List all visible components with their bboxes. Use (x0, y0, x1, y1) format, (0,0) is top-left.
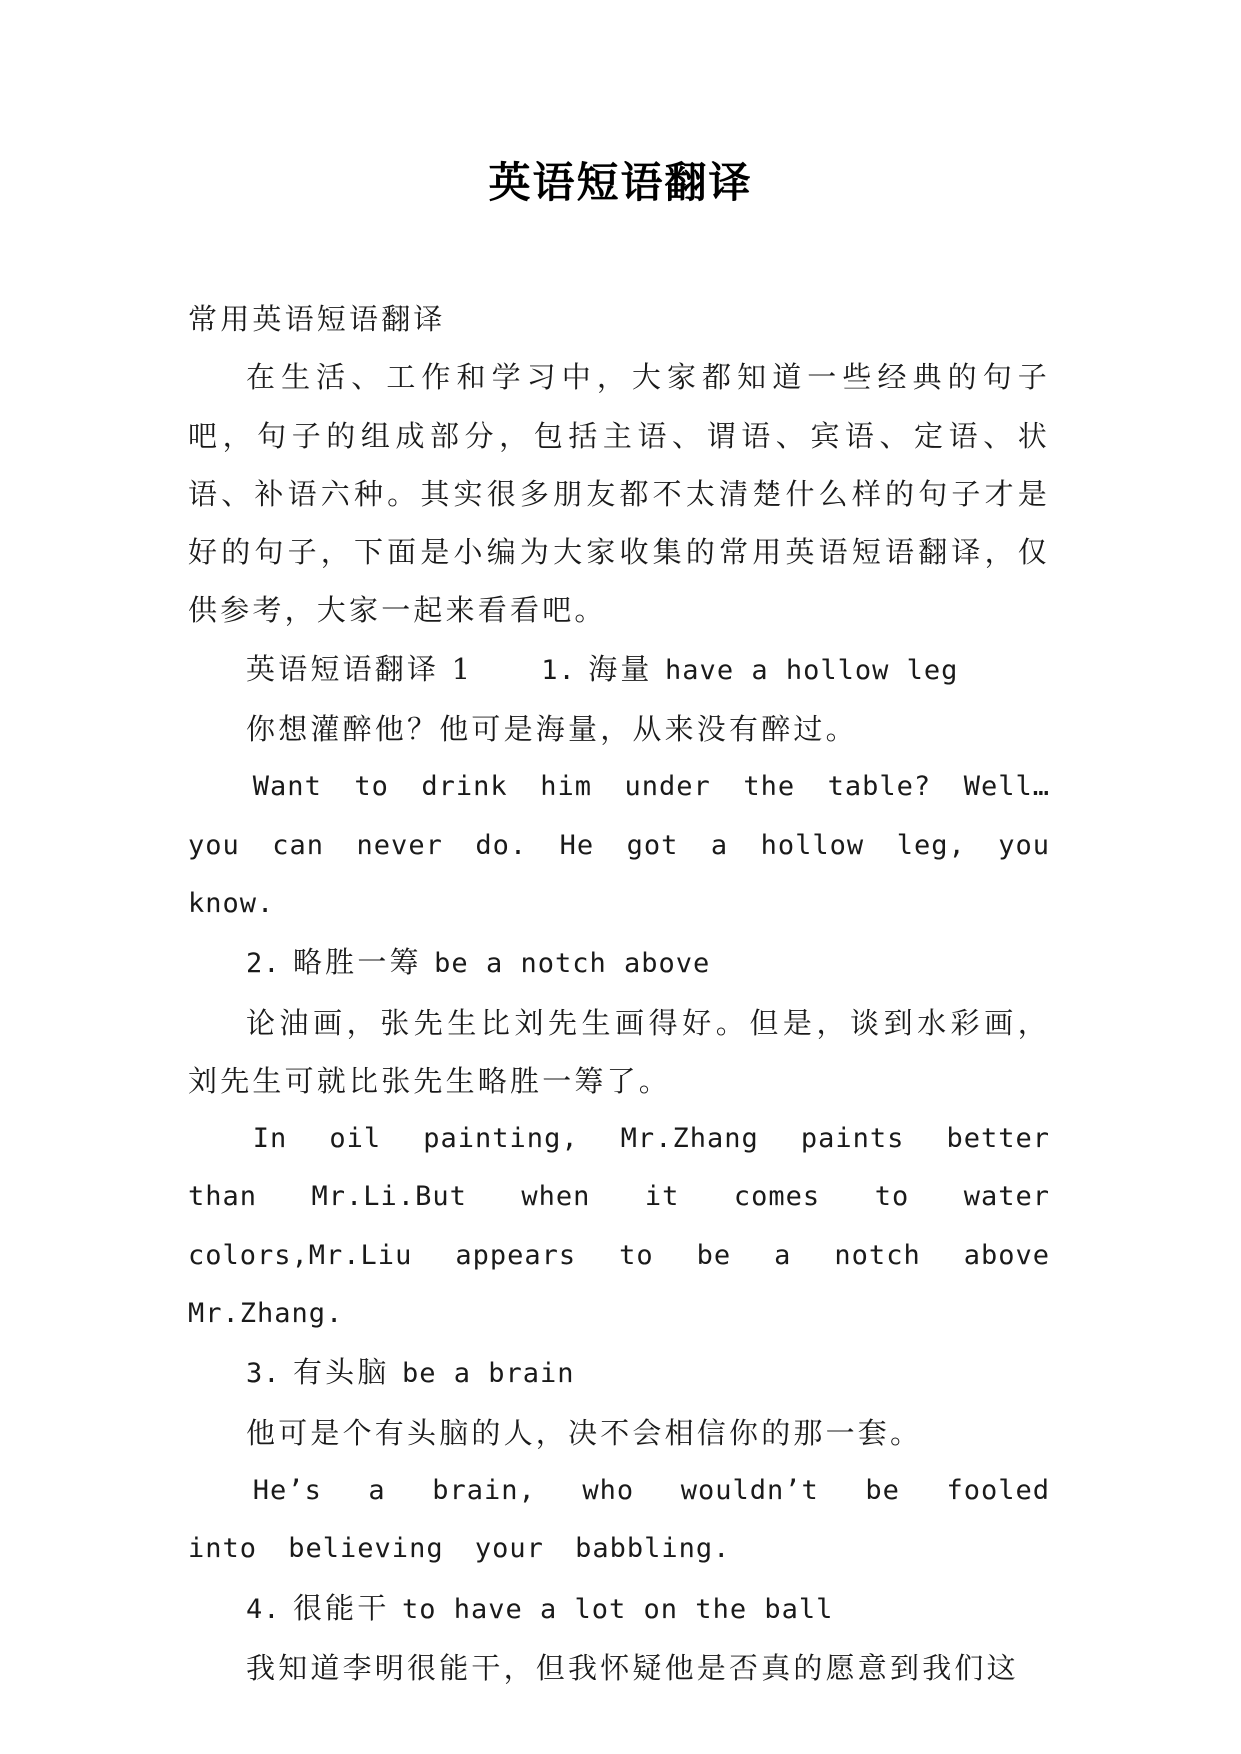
item-zh-phrase: 海量 (588, 651, 653, 686)
item-en-example: In oil painting, Mr.Zhang paints better than Mr.Li.But when it comes to water colors,Mr.Liu appears to be a notch above Mr.Zhang. (188, 1123, 1050, 1330)
item-zh-example: 我知道李明很能干，但我怀疑他是否真的愿意到我们这 (246, 1650, 1019, 1685)
item-zh-example: 他可是个有头脑的人，决不会相信你的那一套。 (246, 1415, 923, 1450)
item-en-phrase: have a hollow leg (665, 654, 959, 686)
item-number: 3. (246, 1358, 281, 1390)
item-number: 2. (246, 948, 281, 980)
item-en-example: Want to drink him under the table? Well…you can never do. He got a hollow leg, you know. (188, 771, 1050, 919)
item-number: 1. (541, 654, 576, 686)
intro-paragraph: 在生活、工作和学习中，大家都知道一些经典的句子吧，句子的组成部分，包括主语、谓语、宾语、定语、状语、补语六种。其实很多朋友都不太清楚什么样的句子才是好的句子，下面是小编为大家收集的常用英语短语翻译，仅供参考，大家一起来看看吧。 (188, 360, 1050, 628)
section-heading-line (188, 640, 1050, 700)
document-body (188, 290, 1050, 1697)
item-en-phrase: be a brain (401, 1358, 575, 1390)
item-zh-example: 你想灌醉他？他可是海量，从来没有醉过。 (246, 712, 858, 747)
item-zh-example: 论油画，张先生比刘先生画得好。但是，谈到水彩画，刘先生可就比张先生略胜一筹了。 (188, 1005, 1050, 1098)
item-en-phrase: be a notch above (434, 948, 711, 980)
subtitle: 常用英语短语翻译 (188, 302, 446, 336)
section-label: 英语短语翻译 1 (246, 651, 474, 686)
item-en-phrase: to have a lot on the ball (401, 1593, 834, 1625)
item-heading-line (188, 1579, 1050, 1639)
item-zh-phrase: 有头脑 (292, 1355, 390, 1390)
item-number: 4. (246, 1593, 281, 1625)
document-title: 英语短语翻译 (488, 158, 753, 207)
item-zh-phrase: 很能干 (292, 1590, 390, 1625)
item-heading-line (188, 1343, 1050, 1403)
item-heading-line (188, 933, 1050, 993)
item-en-example: He’s a brain, who wouldn’t be fooled into believing your babbling. (188, 1474, 1050, 1565)
item-zh-phrase: 略胜一筹 (292, 945, 422, 980)
